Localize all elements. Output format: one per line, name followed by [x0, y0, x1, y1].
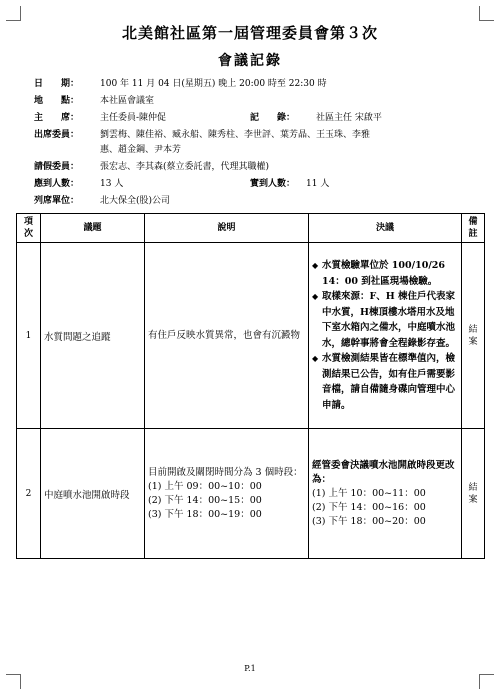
- expected-label: 應到人數：: [34, 179, 80, 189]
- meeting-attendees-row-cont: [100, 144, 500, 157]
- chair-label: 主 席：: [34, 113, 80, 123]
- actual-label: 實到人數：: [250, 179, 296, 189]
- row-number: 2: [17, 429, 41, 559]
- document-subtitle: 會議記錄: [218, 53, 282, 69]
- recorder-label: 記 錄：: [250, 113, 296, 123]
- resolution-item: (2) 下午 14：00~16：00: [312, 501, 426, 513]
- recorder-value: 社區主任 宋啟平: [316, 113, 382, 123]
- row-resolution: [309, 243, 462, 429]
- meeting-chair-row: [34, 112, 454, 125]
- leave-value: 張宏志、李其森(蔡立委託書，代理其職權): [100, 162, 270, 172]
- place-value: 本社區會議室: [100, 96, 155, 106]
- document-title: 北美館社區第一屆管理委員會第３次: [121, 24, 378, 42]
- description-item: (3) 下午 18：00~19：00: [148, 508, 262, 520]
- description-item: (1) 上午 09：00~10：00: [148, 480, 262, 492]
- table-row: [17, 429, 485, 559]
- row-number: 1: [17, 243, 41, 429]
- meeting-count-row: [34, 178, 454, 191]
- page-corner-mark: [479, 6, 494, 21]
- header-resolution: 決議: [309, 214, 462, 243]
- resolution-intro: 經管委會決議噴水池開啟時段更改為：: [312, 459, 455, 485]
- header-topic: 議題: [41, 214, 145, 243]
- row-description: 有住戶反映水質異常，也會有沉澱物: [145, 243, 309, 429]
- resolution-item: (3) 下午 18：00~20：00: [312, 515, 426, 527]
- attendees-value-line1: 劉雲梅、陳佳裕、臧永船、陳秀柱、李世評、葉芳晶、王玉珠、李雅: [100, 130, 371, 140]
- date-value: 100 年 11 月 04 日(星期五) 晚上 20:00 時至 22:30 時: [100, 79, 327, 89]
- row-description: [145, 429, 309, 559]
- resolution-item: ◆ 取樣來源：F、H 棟住戶代表家中水質，H棟頂樓水塔用水及地下室水箱內之備水，中庭噴水池水，總幹事將會全程錄影存查。: [312, 289, 458, 351]
- page-corner-mark: [6, 6, 21, 21]
- observer-value: 北大保全(股)公司: [100, 196, 171, 206]
- expected-value: 13 人: [100, 179, 124, 189]
- row-note: 結案: [462, 243, 485, 429]
- row-note: 結案: [462, 429, 485, 559]
- header-desc: 說明: [145, 214, 309, 243]
- meeting-place-row: [34, 95, 454, 108]
- place-label: 地 點：: [34, 96, 80, 106]
- attendees-value-line2: 惠、趙金鋼、尹本芳: [100, 145, 182, 155]
- row-resolution: [309, 429, 462, 559]
- date-label: 日 期：: [34, 79, 80, 89]
- minutes-table: [16, 213, 485, 559]
- page-corner-mark: [479, 674, 494, 689]
- observer-label: 列席單位：: [34, 196, 80, 206]
- table-row: [17, 243, 485, 429]
- description-item: (2) 下午 14：00~15：00: [148, 494, 262, 506]
- row-topic: 水質問題之追蹤: [41, 243, 145, 429]
- leave-label: 請假委員：: [34, 162, 80, 172]
- meeting-date-row: [34, 78, 454, 91]
- header-no: 項次: [17, 214, 41, 243]
- actual-value: 11 人: [306, 179, 330, 189]
- meeting-attendees-row: [34, 129, 454, 142]
- meeting-leave-row: [34, 161, 454, 174]
- page-number: P.1: [244, 664, 256, 673]
- table-header-row: [17, 214, 485, 243]
- description-intro: 目前開啟及關閉時間分為 3 個時段：: [148, 466, 303, 478]
- attendees-label: 出席委員：: [34, 130, 80, 140]
- resolution-item: ◆ 水質檢測結果皆在標準值內，檢測結果已公告，如有住戶需要影音檔，請自備隨身碟向管理中心申請。: [312, 351, 458, 413]
- resolution-item: (1) 上午 10：00~11：00: [312, 487, 426, 499]
- resolution-item: ◆ 水質檢驗單位於 100/10/26 14：00 到社區現場檢驗。: [312, 258, 458, 289]
- page-corner-mark: [6, 674, 21, 689]
- row-topic: 中庭噴水池開啟時段: [41, 429, 145, 559]
- header-note: 備註: [462, 214, 485, 243]
- meeting-observer-row: [34, 195, 454, 208]
- chair-value: 主任委員-陳仲促: [100, 113, 167, 123]
